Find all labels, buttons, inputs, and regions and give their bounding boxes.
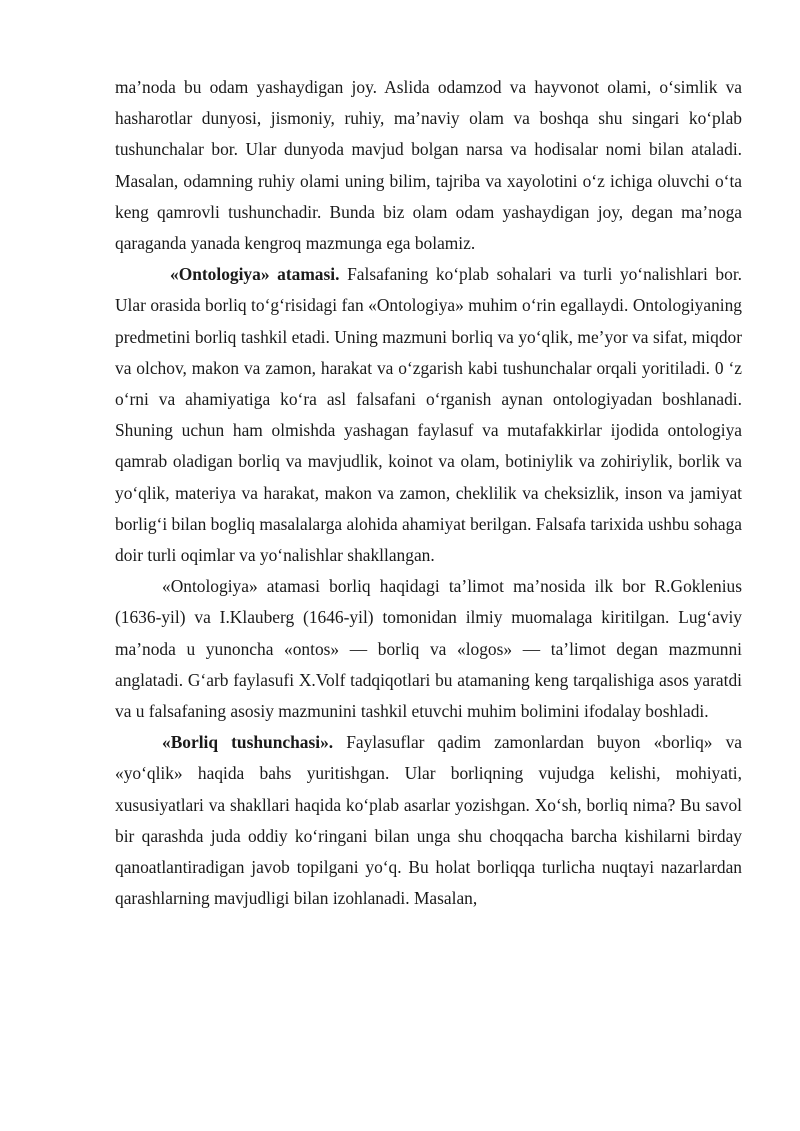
paragraph-continuation — [115, 72, 742, 259]
paragraph-ontologiya-history — [115, 571, 742, 727]
paragraph-text: ma’noda bu odam yashaydigan joy. Aslida odamzod va hayvonot olami, o‘simlik va hasharotlar dunyosi, jismoniy, ruhiy, ma’naviy olam va boshqa shu singari ko‘plab tushunchalar bor. Ular dunyoda mavjud bolgan narsa va hodisalar nomi bilan ataladi. Masalan, odamning ruhiy olami uning bilim, tajriba va xayolotini o‘z ichiga oluvchi o‘ta keng qamrovli tushunchadir. Bunda biz olam odam yashaydigan joy, degan ma’noga qaraganda yanada kengroq mazmunga ega bolamiz. — [115, 77, 742, 254]
paragraph-text: «Ontologiya» atamasi borliq haqidagi ta’limot ma’nosida ilk bor R.Goklenius (1636-yil) va I.Klauberg (1646-yil) tomonidan ilmiy muomalaga kiritilgan. Lug‘aviy ma’noda u yunoncha «ontos» — borliq va «logos» — ta’limot degan mazmunni anglatadi. G‘arb faylasufi X.Volf tadqiqotlari bu atamaning keng tarqalishiga asos yaratdi va u falsafaning asosiy mazmunini tashkil etuvchi muhim bolimini ifodalay boshladi. — [115, 576, 742, 722]
section-heading-borliq: «Borliq tushunchasi». — [162, 732, 334, 753]
paragraph-text: Falsafaning ko‘plab sohalari va turli yo‘nalishlari bor. Ular orasida borliq to‘g‘risidagi fan «Ontologiya» muhim o‘rin egallaydi. Ontologiyaning predmetini borliq tashkil etadi. Uning mazmuni borliq va yo‘qlik, me’yor va sifat, miqdor va olchov, makon va zamon, harakat va o‘zgarish kabi tushunchalar orqali yoritiladi. 0 ‘z o‘rni va ahamiyatiga ko‘ra asl falsafani o‘rganish aynan ontologiyadan boshlanadi. Shuning uchun ham olmishda yashagan faylasuf va mutafakkirlar ijodida ontologiya qamrab oladigan borliq va mavjudlik, koinot va olam, botiniylik va zohiriylik, borlik va yo‘qlik, materiya va harakat, makon va zamon, cheklilik va cheksizlik, inson va jamiyat borlig‘i bilan bogliq masalalarga alohida ahamiyat berilgan. Falsafa tarixida ushbu sohaga doir turli oqimlar va yo‘nalishlar shakllangan. — [115, 264, 743, 566]
paragraph-borliq-tushunchasi — [115, 727, 742, 914]
paragraph-text: Faylasuflar qadim zamonlardan buyon «borliq» va «yo‘qlik» haqida bahs yuritishgan. Ular borliqning vujudga kelishi, mohiyati, xususiyatlari va shakllari haqida ko‘plab asarlar yozishgan. Xo‘sh, borliq nima? Bu savol bir qarashda juda oddiy ko‘ringani bilan unga shu choqqacha barcha kishilarni birday qanoatlantiradigan javob topilgani yo‘q. Bu holat borliqqa turlicha nuqtayi nazarlardan qarashlarning mavjudligi bilan izohlanadi. Masalan, — [115, 732, 742, 909]
paragraph-ontologiya-atamasi — [115, 259, 742, 571]
section-heading-ontologiya: «Ontologiya» atamasi. — [170, 264, 340, 285]
body-text — [115, 72, 742, 914]
